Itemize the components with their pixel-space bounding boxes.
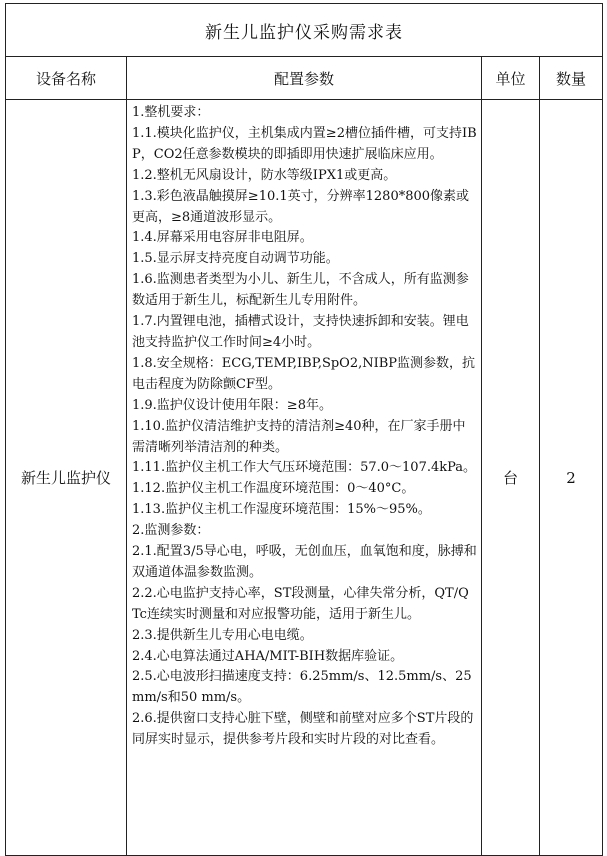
param-line: 1.12.监护仪主机工作温度环境范围：0～40°C。	[132, 481, 415, 497]
config-params-cell	[127, 100, 482, 856]
header-unit: 单位	[482, 57, 540, 100]
param-line: 1.11.监护仪主机工作大气压环境范围：57.0～107.4kPa。	[132, 460, 477, 476]
param-line: 1.10.监护仪清洁维护支持的清洁剂≥40种，在厂家手册中需清晰列举清洁剂的种类。	[132, 418, 466, 455]
param-line: 1.2.整机无风扇设计，防水等级IPX1或更高。	[132, 167, 397, 183]
param-line: 2.2.心电监护支持心率，ST段测量，心律失常分析，QT/QTc连续实时测量和对应报警功能，适用于新生儿。	[132, 585, 469, 622]
param-line: 1.整机要求：	[132, 105, 210, 120]
param-line: 1.13.监护仪主机工作湿度环境范围：15%～95%。	[132, 502, 431, 518]
param-line: 1.4.屏幕采用电容屏非电阻屏。	[132, 230, 313, 246]
param-line: 1.3.彩色液晶触摸屏≥10.1英寸，分辨率1280*800像素或更高，≥8通道波形显示。	[132, 188, 470, 225]
table-row	[6, 100, 603, 856]
device-name-cell: 新生儿监护仪	[6, 100, 127, 856]
unit-cell: 台	[482, 100, 540, 856]
param-line: 1.8.安全规格：ECG,TEMP,IBP,SpO2,NIBP监测参数，抗电击程度为防除颤CF型。	[132, 355, 476, 392]
param-line: 2.4.心电算法通过AHA/MIT-BIH数据库验证。	[132, 648, 404, 664]
param-line: 1.5.显示屏支持亮度自动调节功能。	[132, 251, 339, 267]
param-line: 1.7.内置锂电池，插槽式设计，支持快速拆卸和安装。锂电池支持监护仪工作时间≥4小时。	[132, 314, 469, 350]
table-title: 新生儿监护仪采购需求表	[6, 4, 603, 57]
param-line: 2.1.配置3/5导心电，呼吸，无创血压，血氧饱和度，脉搏和双通道体温参数监测。	[132, 544, 477, 580]
param-line: 1.1.模块化监护仪，主机集成内置≥2槽位插件槽，可支持IBP，CO2任意参数模块的即插即用快速扩展临床应用。	[132, 125, 477, 162]
header-device-name: 设备名称	[6, 57, 127, 100]
param-line: 1.9.监护仪设计使用年限：≥8年。	[132, 397, 332, 413]
param-line: 2.5.心电波形扫描速度支持：6.25mm/s、12.5mm/s、25 mm/s和50 mm/s。	[132, 669, 472, 706]
procurement-table	[5, 3, 603, 856]
header-quantity: 数量	[540, 57, 603, 100]
param-line: 2.6.提供窗口支持心脏下壁，侧壁和前壁对应多个ST片段的同屏实时显示，提供参考片段和实时片段的对比查看。	[132, 711, 474, 748]
param-line: 2.3.提供新生儿专用心电电缆。	[132, 627, 313, 643]
param-line: 1.6.监测患者类型为小儿、新生儿，不含成人，所有监测参数适用于新生儿，标配新生儿专用附件。	[132, 272, 469, 309]
quantity-cell: 2	[540, 100, 603, 856]
param-line: 2.监测参数：	[132, 523, 210, 539]
header-config-params: 配置参数	[127, 57, 482, 100]
